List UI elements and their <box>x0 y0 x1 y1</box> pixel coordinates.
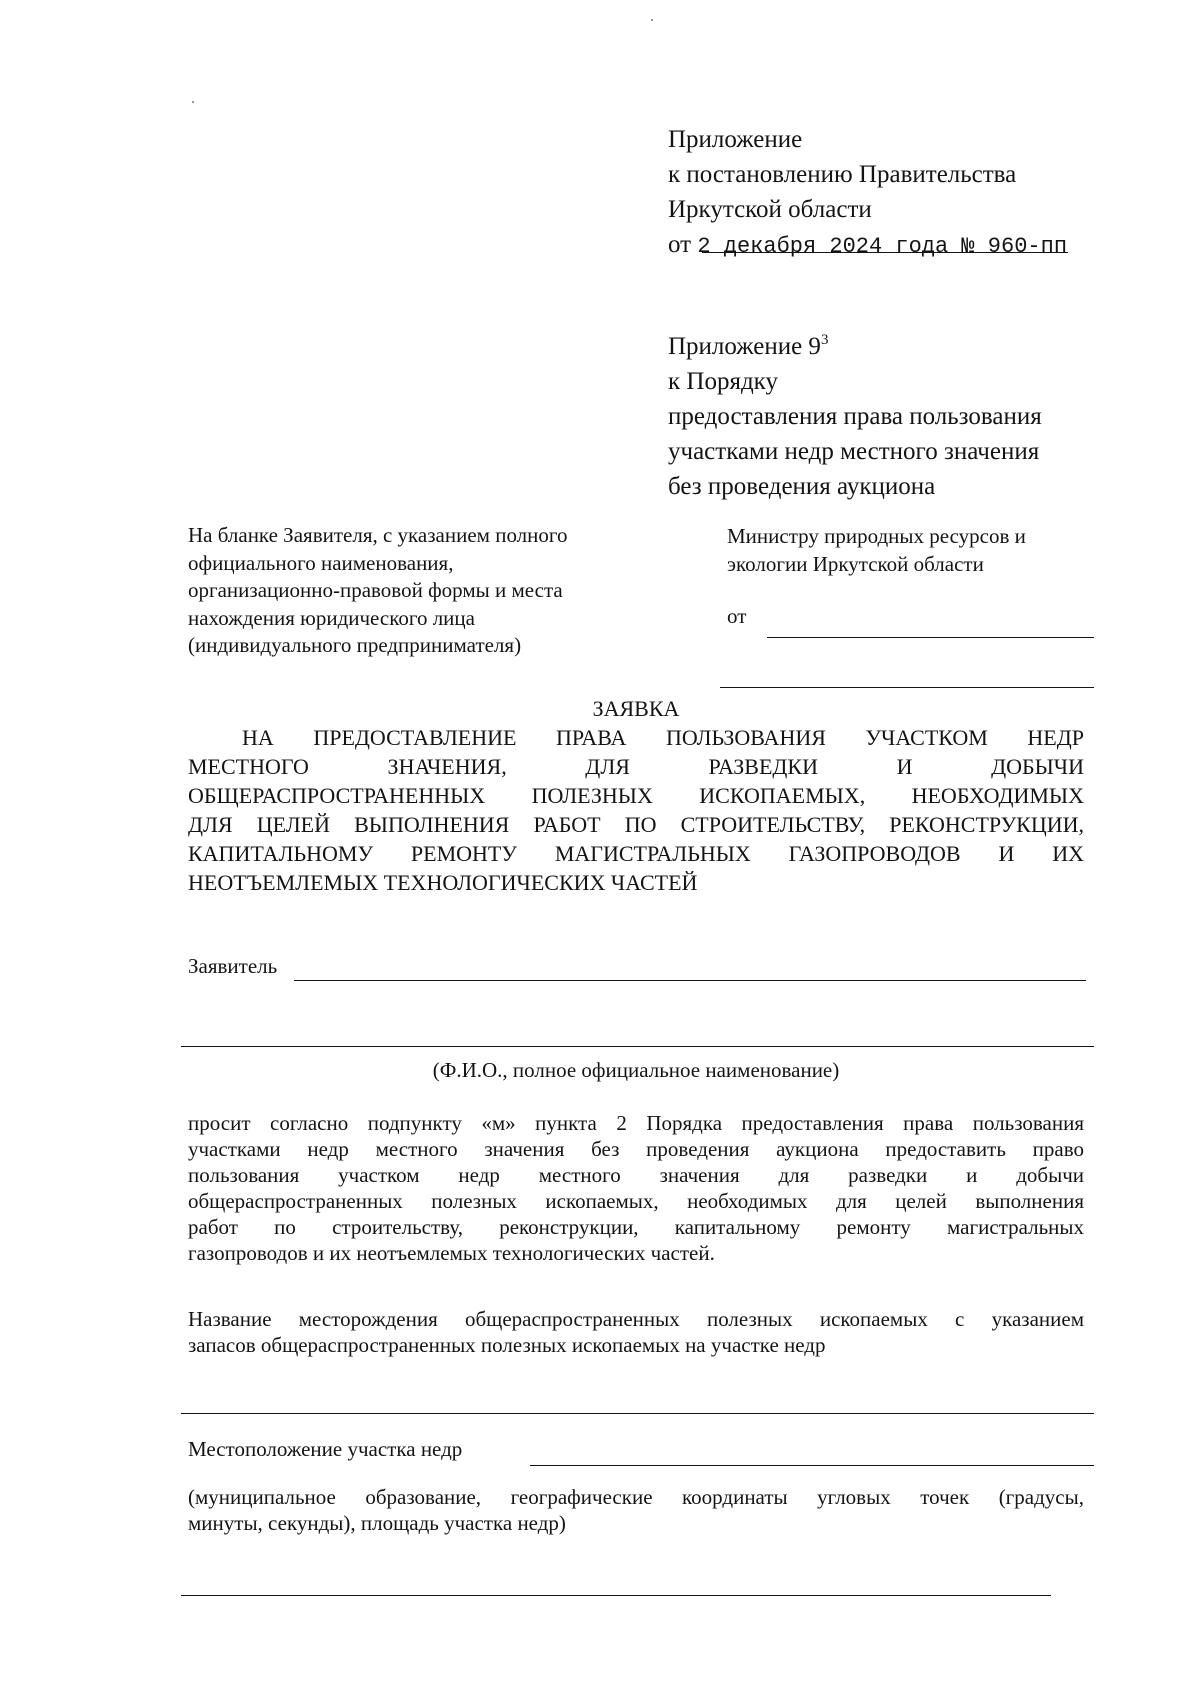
addressee-line: Министру природных ресурсов и <box>727 524 1026 548</box>
title-line: ДЛЯ ЦЕЛЕЙ ВЫПОЛНЕНИЯ РАБОТ ПО СТРОИТЕЛЬСТВУ, РЕКОНСТРУКЦИИ, <box>188 812 1084 837</box>
letterhead-note-line: нахождения юридического лица <box>188 605 475 630</box>
appendix-9-line: участками недр местного значения <box>668 438 1040 465</box>
decree-appendix-header <box>668 122 1067 264</box>
addressee-from-field-2[interactable] <box>720 687 1094 688</box>
scan-speck <box>651 19 653 21</box>
letterhead-note <box>188 522 648 660</box>
decree-underline <box>702 252 1068 253</box>
deposit-line: запасов общераспространенных полезных ископаемых на участке недр <box>188 1333 826 1357</box>
request-line: участками недр местного значения без проведения аукциона предоставить право <box>188 1137 1084 1161</box>
request-line: общераспространенных полезных ископаемых, необходимых для целей выполнения <box>188 1189 1084 1213</box>
application-title <box>188 694 1084 897</box>
addressee-from-label: от <box>727 604 747 628</box>
header-line: к постановлению Правительства <box>668 161 1017 188</box>
request-line: пользования участком недр местного значения для разведки и добычи <box>188 1163 1084 1187</box>
decree-prefix: от <box>668 231 692 258</box>
applicant-label: Заявитель <box>188 954 278 978</box>
location-caption <box>188 1484 1084 1536</box>
application-heading: ЗАЯВКА <box>592 696 680 721</box>
title-line: КАПИТАЛЬНОМУ РЕМОНТУ МАГИСТРАЛЬНЫХ ГАЗОПРОВОДОВ И ИХ <box>188 841 1084 866</box>
letterhead-note-line: организационно-правовой формы и места <box>188 578 563 602</box>
header-line: Приложение <box>668 126 803 153</box>
addressee-block <box>727 522 1107 578</box>
appendix-9-line: без проведения аукциона <box>668 473 936 500</box>
location-caption-line: (муниципальное образование, географические координаты угловых точек (градусы, <box>188 1485 1084 1509</box>
letterhead-note-line: (индивидуального предпринимателя) <box>188 633 522 657</box>
appendix-9-title <box>668 323 1042 364</box>
addressee-from-field[interactable] <box>767 637 1094 638</box>
applicant-caption: (Ф.И.О., полное официальное наименование) <box>432 1058 840 1082</box>
applicant-field[interactable] <box>294 980 1086 981</box>
letterhead-note-line: официального наименования, <box>188 550 454 575</box>
applicant-field-2[interactable] <box>181 1046 1094 1047</box>
letterhead-note-line: На бланке Заявителя, с указанием полного <box>188 523 568 547</box>
decree-date-number: 2 декабря 2024 года № 960-пп <box>697 234 1068 259</box>
request-line: работ по строительству, реконструкции, капитальному ремонту магистральных <box>188 1215 1084 1239</box>
scan-speck <box>192 101 194 103</box>
decree-date-line <box>668 227 1067 264</box>
appendix-9-title-text: Приложение 9 <box>668 333 821 360</box>
appendix-9-header <box>668 323 1042 504</box>
title-line: НЕОТЪЕМЛЕМЫХ ТЕХНОЛОГИЧЕСКИХ ЧАСТЕЙ <box>188 870 698 895</box>
deposit-line: Название месторождения общераспространенных полезных ископаемых с указанием <box>188 1307 1084 1331</box>
appendix-9-line: к Порядку <box>668 368 778 395</box>
request-line: газопроводов и их неотъемлемых технологических частей. <box>188 1241 715 1265</box>
request-line: просит согласно подпункту «м» пункта 2 Порядка предоставления права пользования <box>188 1111 1084 1135</box>
appendix-9-superscript: 3 <box>820 332 829 348</box>
addressee-line: экологии Иркутской области <box>727 552 984 576</box>
location-caption-line: минуты, секунды), площадь участка недр) <box>188 1511 566 1535</box>
location-field[interactable] <box>530 1465 1094 1466</box>
location-field-2[interactable] <box>181 1595 1051 1596</box>
appendix-9-line: предоставления права пользования <box>668 403 1042 430</box>
deposit-paragraph <box>188 1306 1084 1358</box>
request-paragraph <box>188 1110 1084 1266</box>
location-label: Местоположение участка недр <box>188 1437 463 1461</box>
title-line: НА ПРЕДОСТАВЛЕНИЕ ПРАВА ПОЛЬЗОВАНИЯ УЧАСТКОМ НЕДР <box>242 725 1084 750</box>
title-line: МЕСТНОГО ЗНАЧЕНИЯ, ДЛЯ РАЗВЕДКИ И ДОБЫЧИ <box>188 754 1084 779</box>
title-line: ОБЩЕРАСПРОСТРАНЕННЫХ ПОЛЕЗНЫХ ИСКОПАЕМЫХ, НЕОБХОДИМЫХ <box>188 783 1084 808</box>
deposit-field[interactable] <box>181 1413 1094 1414</box>
header-line: Иркутской области <box>668 196 872 223</box>
